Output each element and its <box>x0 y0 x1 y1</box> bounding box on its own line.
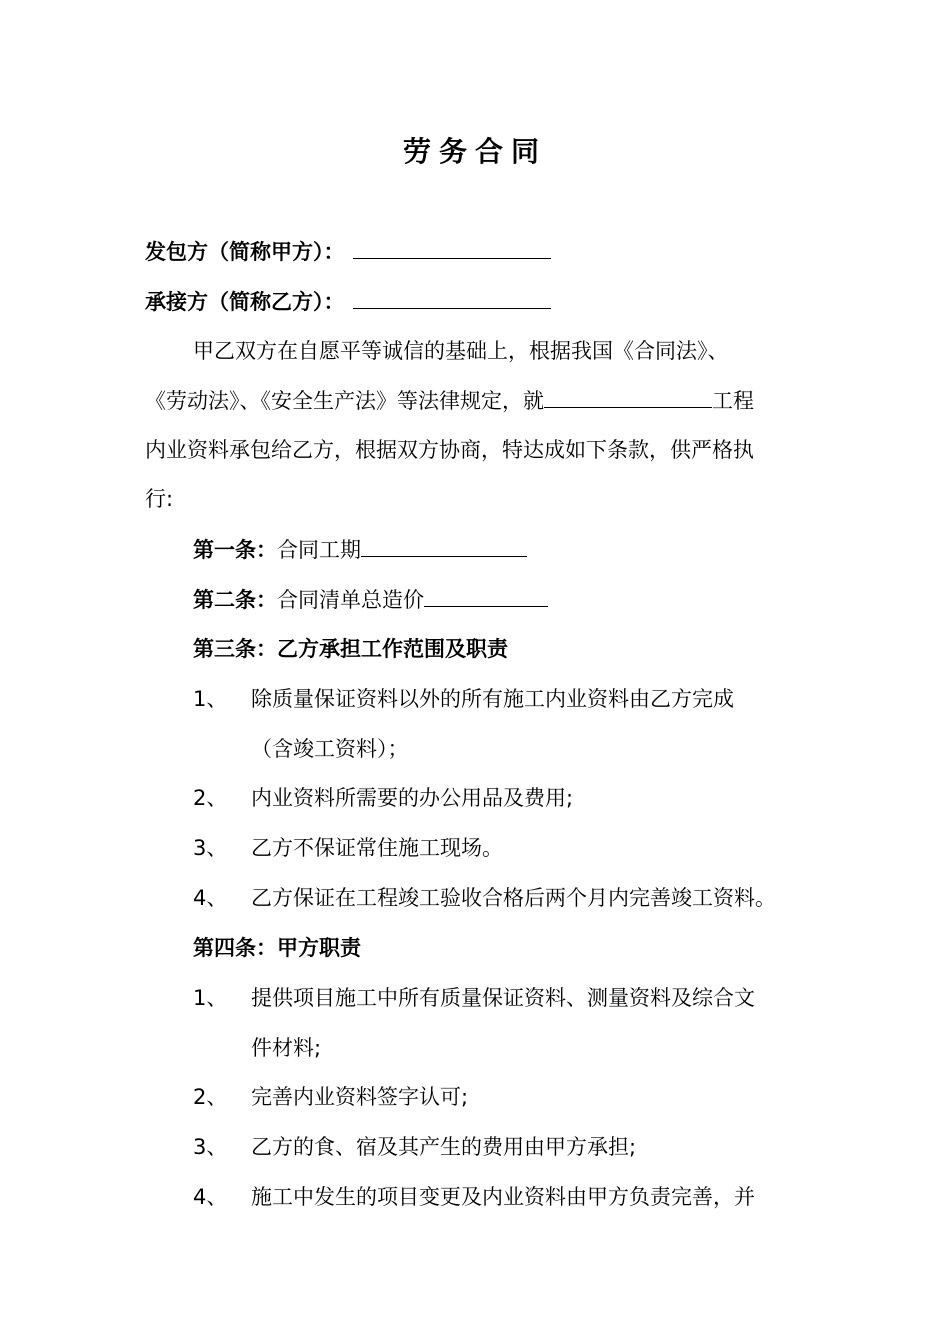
party-b-label: 承接方（简称乙方）： <box>145 290 345 314</box>
intro-line-2-end: 工程 <box>712 389 754 413</box>
article-4-item-3-line-1: 乙方的食、宿及其产生的费用由甲方承担; <box>251 1135 637 1159</box>
article-1 <box>193 534 527 565</box>
article-3-item-2-num: 2、 <box>193 786 228 810</box>
article-1-heading: 第一条： <box>193 538 277 562</box>
article-4-item-1-line-2: 件材料; <box>251 1036 322 1060</box>
party-a-blank <box>353 236 551 259</box>
party-b-line <box>145 286 551 317</box>
article-4-item-4-num: 4、 <box>193 1185 228 1209</box>
article-2 <box>193 584 548 615</box>
article-1-blank <box>361 534 527 557</box>
article-4-heading: 第四条：甲方职责 <box>193 936 361 960</box>
article-4-item-1-line-1: 提供项目施工中所有质量保证资料、测量资料及综合文 <box>251 986 755 1010</box>
article-3-item-1-line-1: 除质量保证资料以外的所有施工内业资料由乙方完成 <box>251 687 734 711</box>
article-3-item-3-num: 3、 <box>193 836 228 860</box>
article-4-item-4-line-1: 施工中发生的项目变更及内业资料由甲方负责完善，并 <box>251 1185 755 1209</box>
project-name-blank <box>544 385 712 408</box>
article-4-item-3-num: 3、 <box>193 1135 228 1159</box>
article-4-item-2-num: 2、 <box>193 1085 228 1109</box>
article-3-item-1-line-2: （含竣工资料）； <box>251 737 409 761</box>
party-a-line <box>145 236 551 267</box>
intro-line-2-text: 《劳动法》、《安全生产法》等法律规定，就 <box>145 389 544 413</box>
article-3-item-3-line-1: 乙方不保证常住施工现场。 <box>251 836 503 860</box>
article-3-item-1-num: 1、 <box>193 687 228 711</box>
intro-line-3: 内业资料承包给乙方，根据双方协商，特达成如下条款，供严格执 <box>145 438 754 462</box>
article-3-item-4-line-1: 乙方保证在工程竣工验收合格后两个月内完善竣工资料。 <box>251 886 776 910</box>
intro-line-4: 行: <box>145 487 174 511</box>
article-3-heading: 第三条：乙方承担工作范围及职责 <box>193 637 508 661</box>
article-2-heading: 第二条： <box>193 588 277 612</box>
article-3-item-4-num: 4、 <box>193 886 228 910</box>
article-4-item-2-line-1: 完善内业资料签字认可; <box>251 1085 469 1109</box>
article-1-text: 合同工期 <box>277 538 361 562</box>
article-2-text: 合同清单总造价 <box>277 588 424 612</box>
article-4-item-1-num: 1、 <box>193 986 228 1010</box>
intro-line-1: 甲乙双方在自愿平等诚信的基础上，根据我国《合同法》、 <box>193 339 729 363</box>
party-b-blank <box>353 286 551 309</box>
party-a-label: 发包方（简称甲方）： <box>145 240 345 264</box>
article-2-blank <box>424 584 548 607</box>
document-title: 劳务合同 <box>402 135 547 168</box>
intro-line-2 <box>145 385 754 416</box>
article-3-item-2-line-1: 内业资料所需要的办公用品及费用; <box>251 786 574 810</box>
